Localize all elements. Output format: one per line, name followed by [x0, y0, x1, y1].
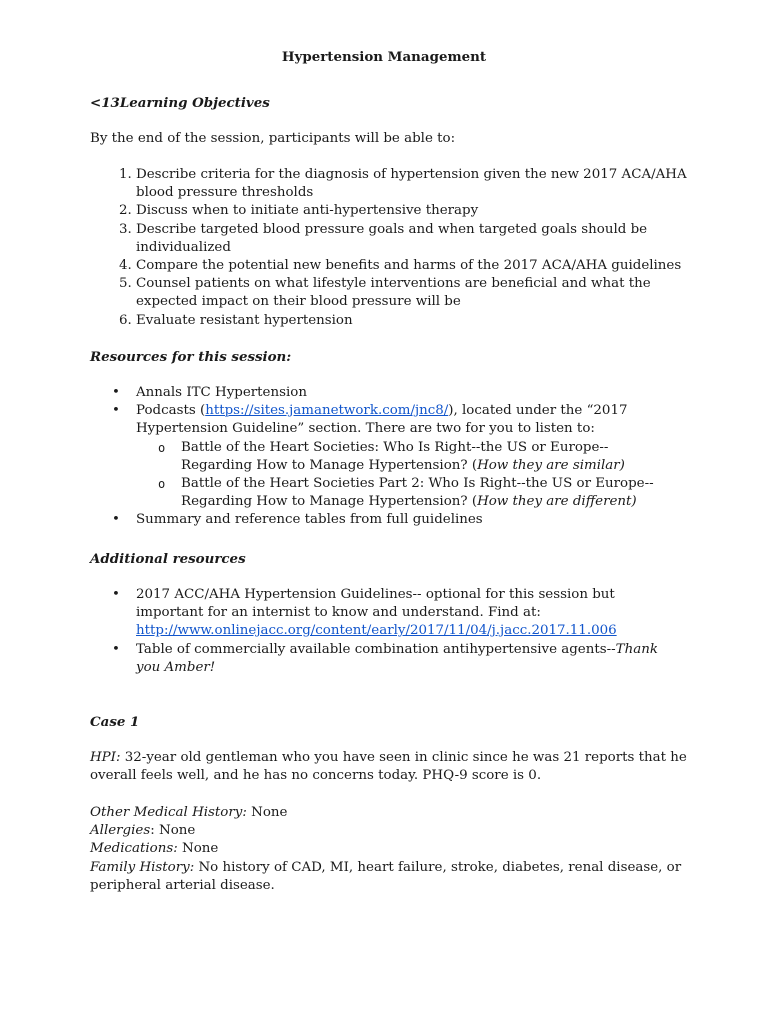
resource-item	[90, 384, 670, 402]
podcast-sublist	[136, 439, 670, 512]
page-title: Hypertension Management	[281, 49, 487, 65]
objective-item: 2. Discuss when to initiate anti-hypertensive therapy	[136, 202, 716, 220]
case-heading: Case 1	[90, 714, 140, 730]
additional-text: 2017 ACC/AHA Hypertension Guidelines-- optional for this session but important for an internist to know and understand. Find at:	[136, 587, 615, 621]
additional-item	[90, 586, 670, 641]
thanks-note: Thank you Amber!	[136, 641, 658, 675]
objectives-list	[90, 166, 716, 330]
hpi-label: HPI:	[90, 750, 121, 765]
resource-text: Annals ITC Hypertension	[136, 385, 307, 400]
field-value: No history of CAD, MI, heart failure, stroke, diabetes, renal disease, or peripheral arterial disease.	[90, 859, 682, 893]
field-label: Family History:	[90, 859, 195, 875]
additional-list	[90, 586, 670, 677]
objectives-intro: By the end of the session, participants will be able to:	[90, 131, 456, 146]
field-label: Medications:	[90, 841, 178, 857]
podcasts-link[interactable]: https://sites.jamanetwork.com/jnc8/	[205, 403, 449, 419]
field-family-history	[90, 859, 690, 895]
objectives-heading: <13Learning Objectives	[90, 95, 270, 111]
field-allergies	[90, 822, 690, 840]
hpi-text: 32-year old gentleman who you have seen in clinic since he was 21 reports that he overall feels well, and he has no concerns today. PHQ-9 score is 0.	[90, 750, 687, 784]
podcasts-suffix: ), located under the “2017 Hypertension Guideline” section. There are two for you to listen to:	[136, 403, 628, 437]
field-value: : None	[150, 823, 196, 839]
field-other-medical-history	[90, 804, 690, 822]
podcasts-prefix: Podcasts (	[136, 403, 206, 419]
history-fields	[90, 804, 690, 895]
resource-text: Summary and reference tables from full guidelines	[136, 512, 483, 528]
objective-item: 5. Counsel patients on what lifestyle interventions are beneficial and what the expected impact on their blood pressure will be	[136, 275, 716, 311]
field-medications	[90, 840, 690, 858]
additional-heading: Additional resources	[90, 551, 246, 567]
additional-text: Table of commercially available combination antihypertensive agents--	[136, 641, 616, 657]
objective-item: 3. Describe targeted blood pressure goals and when targeted goals should be individualized	[136, 221, 716, 257]
field-value: None	[177, 841, 219, 857]
field-value: None	[246, 805, 288, 820]
podcast-note: How they are different)	[477, 494, 637, 510]
podcast-item	[136, 475, 670, 511]
resource-item	[90, 511, 670, 529]
objective-item: 4. Compare the potential new benefits and harms of the 2017 ACA/AHA guidelines	[136, 257, 716, 275]
podcast-item	[136, 439, 670, 475]
additional-item	[90, 641, 670, 677]
podcast-title: Battle of the Heart Societies Part 2: Who Is Right--the US or Europe--Regarding How to Manage Hypertension? (	[181, 476, 654, 510]
field-label: Allergies	[90, 823, 151, 839]
field-label: Other Medical History:	[90, 805, 247, 820]
objective-item: 6. Evaluate resistant hypertension	[136, 312, 716, 330]
guidelines-link[interactable]: http://www.onlinejacc.org/content/early/2017/11/04/j.jacc.2017.11.006	[136, 623, 617, 639]
resource-item-podcasts	[90, 402, 670, 511]
resources-list	[90, 384, 670, 530]
hpi-paragraph	[90, 749, 690, 785]
resources-heading: Resources for this session:	[90, 349, 292, 365]
podcast-note: How they are similar)	[477, 457, 625, 473]
podcast-title: Battle of the Heart Societies: Who Is Right--the US or Europe--Regarding How to Manage Hypertension? (	[181, 439, 609, 473]
objective-item: 1. Describe criteria for the diagnosis of hypertension given the new 2017 ACA/AHA blood pressure thresholds	[136, 166, 716, 202]
